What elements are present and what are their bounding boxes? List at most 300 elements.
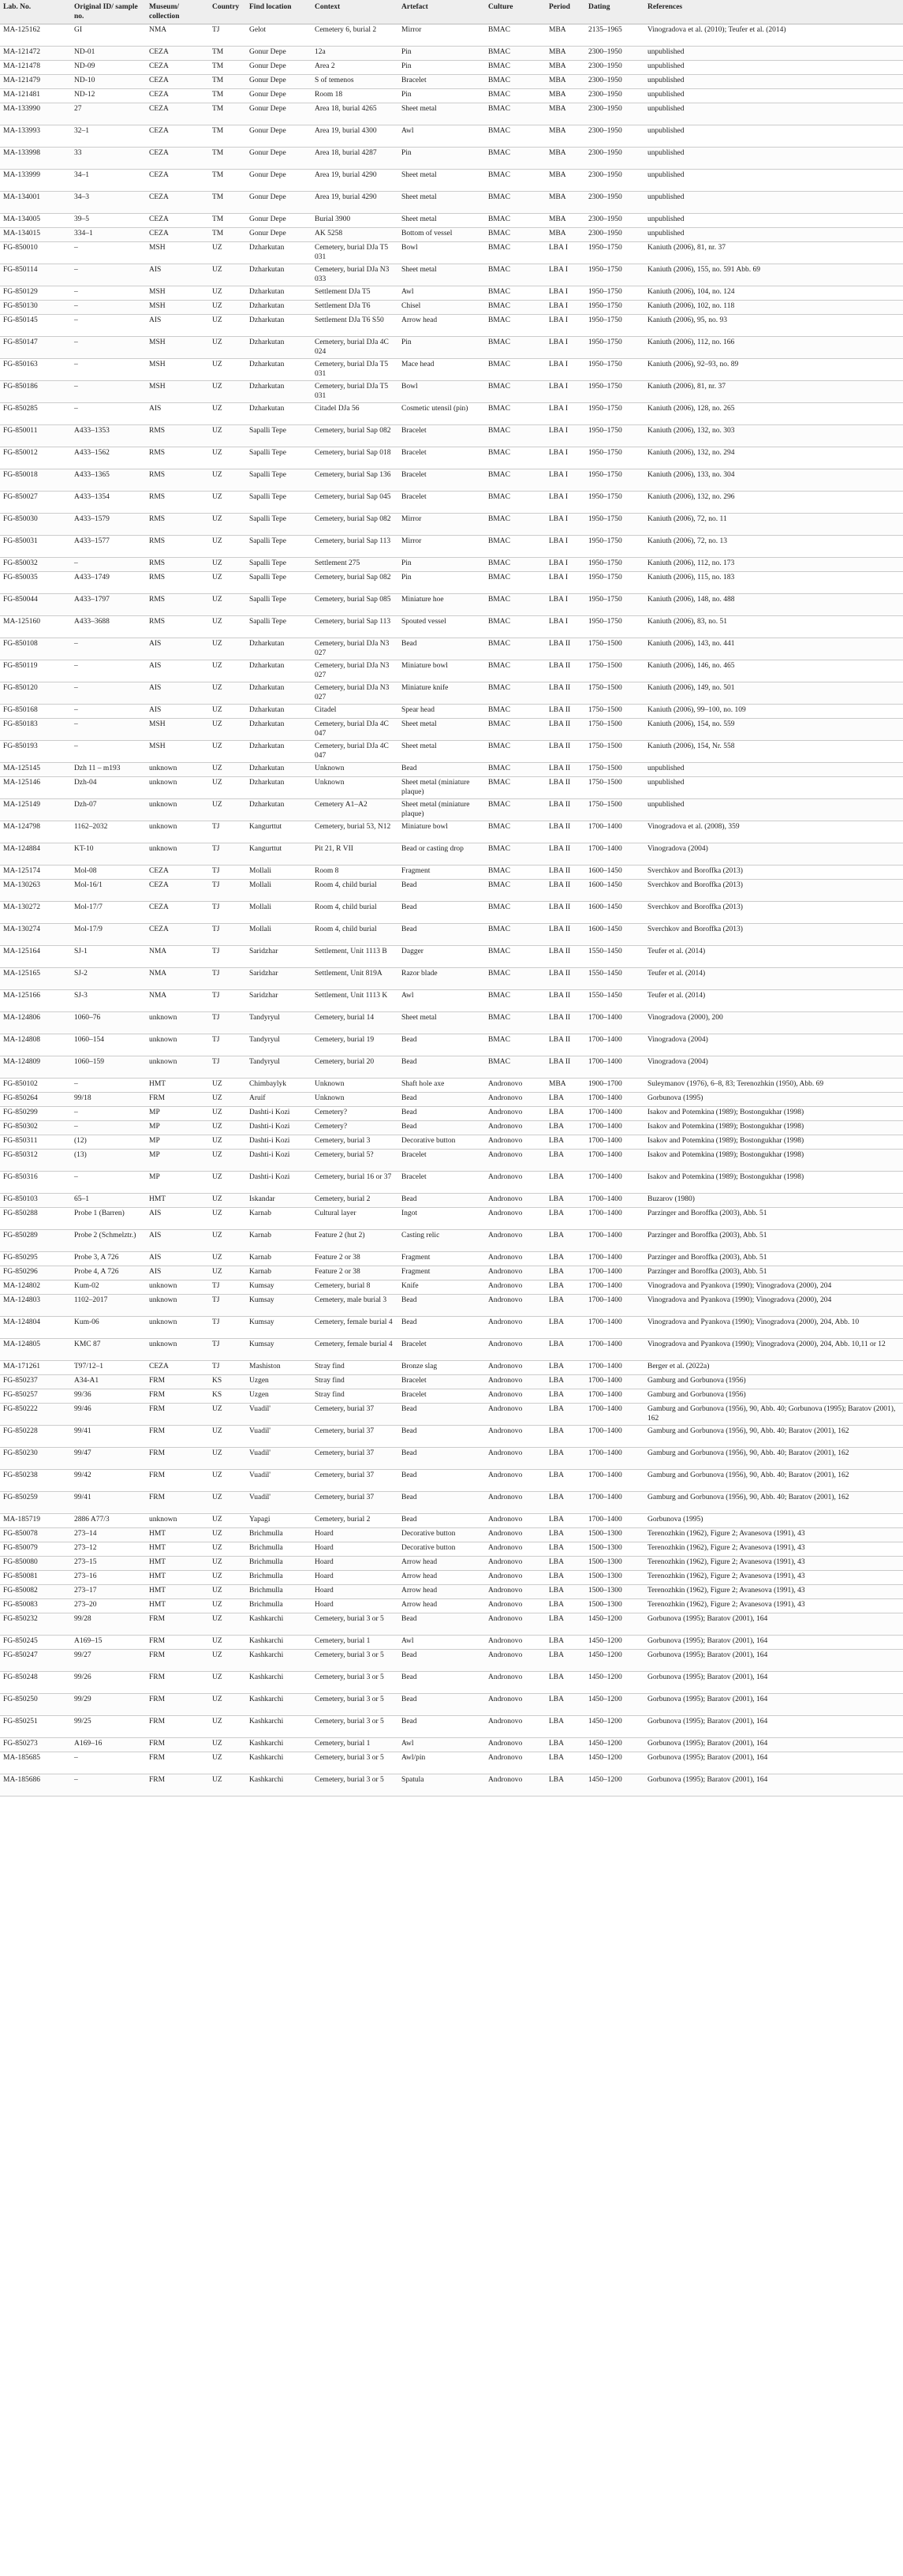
table-cell: ND-01 xyxy=(71,47,146,61)
table-cell: LBA I xyxy=(546,594,585,616)
table-cell: MA-134005 xyxy=(0,214,71,228)
table-cell: Spatula xyxy=(398,1774,485,1796)
table-cell: FG-850078 xyxy=(0,1528,71,1542)
table-cell: UZ xyxy=(209,1079,246,1093)
table-cell: BMAC xyxy=(485,103,546,125)
table-cell: Unknown xyxy=(312,1093,398,1107)
table-row xyxy=(0,1694,903,1716)
table-cell: MSH xyxy=(146,741,209,763)
table-cell: LBA xyxy=(546,1557,585,1571)
table-cell: BMAC xyxy=(485,1056,546,1079)
table-cell: FG-850299 xyxy=(0,1107,71,1121)
table-cell: CEZA xyxy=(146,866,209,880)
table-cell: Vinogradova and Pyankova (1990); Vinogradova (2000), 204 xyxy=(644,1281,903,1295)
table-cell: Kaniuth (2006), 154, no. 559 xyxy=(644,719,903,741)
table-cell: FRM xyxy=(146,1613,209,1636)
table-cell: UZ xyxy=(209,1528,246,1542)
table-cell: Saridzhar xyxy=(246,946,312,968)
table-cell: 1102–2017 xyxy=(71,1295,146,1317)
table-row xyxy=(0,1448,903,1470)
table-row xyxy=(0,1528,903,1542)
table-cell: BMAC xyxy=(485,536,546,558)
table-row xyxy=(0,214,903,228)
table-cell: FG-850222 xyxy=(0,1404,71,1426)
table-cell: Dashti-i Kozi xyxy=(246,1121,312,1135)
table-cell: Cemetery, burial DJa 4C 047 xyxy=(312,741,398,763)
table-cell: MA-171261 xyxy=(0,1361,71,1375)
table-cell: Sheet metal (miniature plaque) xyxy=(398,799,485,821)
table-cell: UZ xyxy=(209,1093,246,1107)
table-cell: TJ xyxy=(209,1317,246,1339)
table-cell: LBA xyxy=(546,1492,585,1514)
table-row xyxy=(0,682,903,705)
table-cell: Hoard xyxy=(312,1585,398,1599)
table-cell: Bead xyxy=(398,763,485,777)
table-cell: unknown xyxy=(146,1056,209,1079)
table-cell: BMAC xyxy=(485,125,546,148)
table-cell: Gamburg and Gorbunova (1956), 90, Abb. 40; Baratov (2001), 162 xyxy=(644,1426,903,1448)
table-row xyxy=(0,192,903,214)
table-cell: Kaniuth (2006), 148, no. 488 xyxy=(644,594,903,616)
table-cell: BMAC xyxy=(485,381,546,403)
table-cell: FG-850289 xyxy=(0,1230,71,1252)
table-cell: Decorative button xyxy=(398,1528,485,1542)
table-cell: Parzinger and Boroffka (2003), Abb. 51 xyxy=(644,1230,903,1252)
table-row xyxy=(0,536,903,558)
table-cell: FG-850285 xyxy=(0,403,71,425)
table-cell: Karnab xyxy=(246,1266,312,1281)
table-cell: 1500–1300 xyxy=(585,1557,644,1571)
table-cell: MA-125160 xyxy=(0,616,71,638)
table-cell: Spouted vessel xyxy=(398,616,485,638)
table-cell: unpublished xyxy=(644,228,903,242)
table-cell: FG-850018 xyxy=(0,469,71,492)
table-cell: AIS xyxy=(146,403,209,425)
table-cell: Bead xyxy=(398,924,485,946)
table-cell: Cemetery, burial 1 xyxy=(312,1636,398,1650)
table-cell: Settlement 275 xyxy=(312,558,398,572)
table-cell: 99/27 xyxy=(71,1650,146,1672)
table-cell: FRM xyxy=(146,1375,209,1389)
table-cell: Andronovo xyxy=(485,1404,546,1426)
table-cell: Probe 4, A 726 xyxy=(71,1266,146,1281)
table-cell: Dzharkutan xyxy=(246,403,312,425)
table-cell: Andronovo xyxy=(485,1252,546,1266)
table-cell: AIS xyxy=(146,1230,209,1252)
table-cell: unknown xyxy=(146,843,209,866)
table-cell: UZ xyxy=(209,1150,246,1172)
table-cell: Andronovo xyxy=(485,1281,546,1295)
table-cell: BMAC xyxy=(485,924,546,946)
table-cell: FG-850102 xyxy=(0,1079,71,1093)
table-cell: BMAC xyxy=(485,214,546,228)
table-cell: Dzharkutan xyxy=(246,286,312,301)
table-cell: Cemetery, burial Sap 082 xyxy=(312,514,398,536)
table-cell: 99/26 xyxy=(71,1672,146,1694)
table-cell: Cemetery? xyxy=(312,1107,398,1121)
table-header xyxy=(0,0,903,24)
table-cell: 33 xyxy=(71,148,146,170)
table-cell: Bracelet xyxy=(398,1375,485,1389)
table-cell: Bracelet xyxy=(398,1150,485,1172)
table-cell: LBA I xyxy=(546,536,585,558)
table-cell: Gorbunova (1995); Baratov (2001), 164 xyxy=(644,1636,903,1650)
table-row xyxy=(0,1056,903,1079)
table-cell: 1700–1400 xyxy=(585,1514,644,1528)
table-cell: unpublished xyxy=(644,61,903,75)
table-cell: 1700–1400 xyxy=(585,1492,644,1514)
table-cell: Bracelet xyxy=(398,1389,485,1404)
table-cell: BMAC xyxy=(485,821,546,843)
table-cell: TJ xyxy=(209,880,246,902)
table-cell: MA-130274 xyxy=(0,924,71,946)
table-cell: CEZA xyxy=(146,148,209,170)
table-cell: 1060–159 xyxy=(71,1056,146,1079)
table-cell: Cemetery, burial DJa 4C 047 xyxy=(312,719,398,741)
table-cell: Andronovo xyxy=(485,1542,546,1557)
table-cell: unpublished xyxy=(644,799,903,821)
table-cell: LBA xyxy=(546,1093,585,1107)
table-cell: – xyxy=(71,301,146,315)
table-row xyxy=(0,1542,903,1557)
table-cell: unknown xyxy=(146,1514,209,1528)
table-cell: FG-850120 xyxy=(0,682,71,705)
table-cell: Vuadil' xyxy=(246,1470,312,1492)
table-cell: Bead xyxy=(398,1716,485,1738)
table-cell: CEZA xyxy=(146,192,209,214)
table-cell: TM xyxy=(209,125,246,148)
table-cell: FRM xyxy=(146,1389,209,1404)
table-cell: Brichmulla xyxy=(246,1599,312,1613)
table-cell: LBA I xyxy=(546,359,585,381)
table-cell: Feature 2 or 38 xyxy=(312,1266,398,1281)
table-cell: FG-850311 xyxy=(0,1135,71,1150)
table-cell: Parzinger and Boroffka (2003), Abb. 51 xyxy=(644,1252,903,1266)
table-cell: Andronovo xyxy=(485,1571,546,1585)
table-cell: Bead xyxy=(398,880,485,902)
table-cell: Bowl xyxy=(398,242,485,264)
table-cell: Stray find xyxy=(312,1361,398,1375)
table-cell: Cemetery, burial 3 or 5 xyxy=(312,1613,398,1636)
table-row xyxy=(0,1738,903,1752)
table-cell: Kaniuth (2006), 132, no. 303 xyxy=(644,425,903,447)
table-cell: FG-850114 xyxy=(0,264,71,286)
table-row xyxy=(0,572,903,594)
table-cell: UZ xyxy=(209,286,246,301)
table-cell: Bead xyxy=(398,1613,485,1636)
table-cell: Sapalli Tepe xyxy=(246,514,312,536)
table-cell: 273–16 xyxy=(71,1571,146,1585)
table-cell: CEZA xyxy=(146,880,209,902)
table-cell: MA-125146 xyxy=(0,777,71,799)
table-cell: Cemetery, burial 3 or 5 xyxy=(312,1694,398,1716)
table-cell: MBA xyxy=(546,75,585,89)
table-cell: BMAC xyxy=(485,866,546,880)
table-cell: UZ xyxy=(209,1266,246,1281)
table-cell: Vinogradova et al. (2008), 359 xyxy=(644,821,903,843)
table-cell: Kaniuth (2006), 112, no. 173 xyxy=(644,558,903,572)
table-cell: Probe 1 (Barren) xyxy=(71,1208,146,1230)
table-cell: FG-850103 xyxy=(0,1194,71,1208)
table-cell: Andronovo xyxy=(485,1672,546,1694)
table-row xyxy=(0,1281,903,1295)
table-cell: Sapalli Tepe xyxy=(246,492,312,514)
table-cell: – xyxy=(71,242,146,264)
table-cell: Cultural layer xyxy=(312,1208,398,1230)
table-cell: Vuadil' xyxy=(246,1404,312,1426)
table-cell: Andronovo xyxy=(485,1774,546,1796)
table-cell: UZ xyxy=(209,1470,246,1492)
table-cell: Gonur Depe xyxy=(246,214,312,228)
table-cell: Kaniuth (2006), 149, no. 501 xyxy=(644,682,903,705)
table-cell: Spear head xyxy=(398,705,485,719)
table-cell: A433–1353 xyxy=(71,425,146,447)
table-cell: Teufer et al. (2014) xyxy=(644,968,903,990)
table-cell: Cemetery, burial DJa N3 033 xyxy=(312,264,398,286)
table-cell: MA-133993 xyxy=(0,125,71,148)
table-cell: 1950–1750 xyxy=(585,572,644,594)
table-cell: Gorbunova (1995); Baratov (2001), 164 xyxy=(644,1738,903,1752)
table-cell: Brichmulla xyxy=(246,1528,312,1542)
table-cell: TJ xyxy=(209,1034,246,1056)
table-cell: UZ xyxy=(209,242,246,264)
table-cell: LBA I xyxy=(546,403,585,425)
table-cell: Hoard xyxy=(312,1571,398,1585)
table-cell: Dzharkutan xyxy=(246,660,312,682)
table-cell: FG-850247 xyxy=(0,1650,71,1672)
table-row xyxy=(0,1672,903,1694)
table-cell: Andronovo xyxy=(485,1514,546,1528)
table-row xyxy=(0,799,903,821)
table-cell: Brichmulla xyxy=(246,1571,312,1585)
table-cell: TM xyxy=(209,61,246,75)
table-cell: FRM xyxy=(146,1650,209,1672)
table-cell: Dzharkutan xyxy=(246,763,312,777)
table-cell: Awl xyxy=(398,1636,485,1650)
table-cell: Feature 2 or 38 xyxy=(312,1252,398,1266)
table-cell: 1950–1750 xyxy=(585,616,644,638)
table-cell: RMS xyxy=(146,492,209,514)
table-cell: 1700–1400 xyxy=(585,1470,644,1492)
table-cell: FG-850010 xyxy=(0,242,71,264)
table-row xyxy=(0,286,903,301)
table-cell: FG-850108 xyxy=(0,638,71,660)
table-cell: LBA II xyxy=(546,705,585,719)
table-cell: MA-125166 xyxy=(0,990,71,1012)
table-cell: Gamburg and Gorbunova (1956), 90, Abb. 40; Baratov (2001), 162 xyxy=(644,1470,903,1492)
table-cell: LBA xyxy=(546,1650,585,1672)
table-cell: MBA xyxy=(546,1079,585,1093)
table-cell: – xyxy=(71,1121,146,1135)
table-cell: TM xyxy=(209,228,246,242)
table-cell: unpublished xyxy=(644,148,903,170)
table-cell: Kashkarchi xyxy=(246,1752,312,1774)
table-cell: Kaniuth (2006), 132, no. 294 xyxy=(644,447,903,469)
table-cell: Pin xyxy=(398,572,485,594)
table-cell: TM xyxy=(209,103,246,125)
table-cell: Cemetery, female burial 4 xyxy=(312,1317,398,1339)
table-cell: FRM xyxy=(146,1093,209,1107)
table-cell: Cemetery, burial DJa N3 027 xyxy=(312,638,398,660)
table-cell: Bowl xyxy=(398,381,485,403)
table-cell: 1950–1750 xyxy=(585,403,644,425)
table-cell: 1600–1450 xyxy=(585,880,644,902)
table-cell: 99/25 xyxy=(71,1716,146,1738)
table-cell: MA-121478 xyxy=(0,61,71,75)
table-cell: UZ xyxy=(209,1448,246,1470)
table-cell: Isakov and Potemkina (1989); Bostongukhar (1998) xyxy=(644,1121,903,1135)
table-cell: Kaniuth (2006), 133, no. 304 xyxy=(644,469,903,492)
table-cell: Karnab xyxy=(246,1230,312,1252)
table-cell: Cemetery, burial 3 xyxy=(312,1135,398,1150)
table-cell: Dzharkutan xyxy=(246,337,312,359)
table-cell: Bead xyxy=(398,1694,485,1716)
table-cell: TJ xyxy=(209,1281,246,1295)
table-cell: unknown xyxy=(146,777,209,799)
table-cell: Kashkarchi xyxy=(246,1694,312,1716)
table-cell: Mollali xyxy=(246,902,312,924)
table-cell: Cemetery, burial 53, N12 xyxy=(312,821,398,843)
table-cell: LBA xyxy=(546,1599,585,1613)
table-cell: 1950–1750 xyxy=(585,536,644,558)
table-cell: 99/41 xyxy=(71,1426,146,1448)
table-cell: FRM xyxy=(146,1738,209,1752)
table-cell: Sverchkov and Boroffka (2013) xyxy=(644,880,903,902)
table-cell: LBA xyxy=(546,1404,585,1426)
table-cell: Cemetery, burial 37 xyxy=(312,1404,398,1426)
table-cell: 1700–1400 xyxy=(585,1150,644,1172)
table-cell: 1700–1400 xyxy=(585,1034,644,1056)
table-cell: MA-134001 xyxy=(0,192,71,214)
table-cell: FG-850302 xyxy=(0,1121,71,1135)
table-cell: BMAC xyxy=(485,425,546,447)
table-cell: 2135–1965 xyxy=(585,24,644,47)
table-cell: UZ xyxy=(209,1716,246,1738)
table-cell: Bead xyxy=(398,1492,485,1514)
table-cell: Dzharkutan xyxy=(246,777,312,799)
table-cell: Kaniuth (2006), 115, no. 183 xyxy=(644,572,903,594)
table-row xyxy=(0,301,903,315)
table-cell: 1750–1500 xyxy=(585,763,644,777)
table-cell: Kaniuth (2006), 92–93, no. 89 xyxy=(644,359,903,381)
table-cell: Bead xyxy=(398,1034,485,1056)
table-cell: Kaniuth (2006), 99–100, no. 109 xyxy=(644,705,903,719)
table-cell: FG-850186 xyxy=(0,381,71,403)
table-cell: unknown xyxy=(146,1317,209,1339)
table-cell: FG-850248 xyxy=(0,1672,71,1694)
table-row xyxy=(0,1150,903,1172)
table-cell: Pin xyxy=(398,61,485,75)
table-row xyxy=(0,1470,903,1492)
table-cell: 1600–1450 xyxy=(585,902,644,924)
table-cell: UZ xyxy=(209,705,246,719)
table-cell: KS xyxy=(209,1389,246,1404)
table-cell: TJ xyxy=(209,1056,246,1079)
table-cell: MA-124798 xyxy=(0,821,71,843)
table-row xyxy=(0,741,903,763)
table-cell: Gorbunova (1995) xyxy=(644,1514,903,1528)
table-cell: BMAC xyxy=(485,682,546,705)
table-cell: Kashkarchi xyxy=(246,1672,312,1694)
table-cell: UZ xyxy=(209,1694,246,1716)
table-cell: BMAC xyxy=(485,902,546,924)
table-cell: 2300–1950 xyxy=(585,214,644,228)
table-cell: FG-850032 xyxy=(0,558,71,572)
table-cell: UZ xyxy=(209,1774,246,1796)
table-cell: BMAC xyxy=(485,705,546,719)
table-row xyxy=(0,1752,903,1774)
table-cell: BMAC xyxy=(485,572,546,594)
table-cell: Sapalli Tepe xyxy=(246,594,312,616)
table-row xyxy=(0,1716,903,1738)
table-cell: Mol-08 xyxy=(71,866,146,880)
table-cell: unknown xyxy=(146,1034,209,1056)
table-cell: – xyxy=(71,286,146,301)
table-cell: Dzh-07 xyxy=(71,799,146,821)
table-cell: BMAC xyxy=(485,946,546,968)
table-cell: FG-850130 xyxy=(0,301,71,315)
table-cell: LBA I xyxy=(546,558,585,572)
table-cell: NMA xyxy=(146,968,209,990)
table-cell: Vuadil' xyxy=(246,1426,312,1448)
table-cell: TJ xyxy=(209,1012,246,1034)
table-cell: Sheet metal xyxy=(398,214,485,228)
table-cell: 1500–1300 xyxy=(585,1542,644,1557)
table-cell: 2886 A77/3 xyxy=(71,1514,146,1528)
table-cell: BMAC xyxy=(485,558,546,572)
table-cell: Cemetery, burial Sap 082 xyxy=(312,425,398,447)
table-cell: TJ xyxy=(209,924,246,946)
table-cell: Room 8 xyxy=(312,866,398,880)
table-cell: BMAC xyxy=(485,170,546,192)
table-cell: BMAC xyxy=(485,286,546,301)
table-cell: Gorbunova (1995); Baratov (2001), 164 xyxy=(644,1613,903,1636)
table-cell: 1700–1400 xyxy=(585,1252,644,1266)
table-cell: Vinogradova and Pyankova (1990); Vinogradova (2000), 204, Abb. 10 xyxy=(644,1317,903,1339)
table-cell: Vinogradova (2004) xyxy=(644,1034,903,1056)
table-cell: Unknown xyxy=(312,777,398,799)
table-cell: LBA I xyxy=(546,315,585,337)
table-cell: Brichmulla xyxy=(246,1542,312,1557)
table-cell: Burial 3900 xyxy=(312,214,398,228)
column-header: Period xyxy=(546,0,585,24)
table-cell: Pin xyxy=(398,89,485,103)
table-cell: Dzh 11 – m193 xyxy=(71,763,146,777)
table-cell: ND-10 xyxy=(71,75,146,89)
table-cell: Area 2 xyxy=(312,61,398,75)
table-cell: FG-850147 xyxy=(0,337,71,359)
table-row xyxy=(0,1012,903,1034)
table-cell: Awl xyxy=(398,990,485,1012)
table-cell: LBA xyxy=(546,1694,585,1716)
table-cell: MP xyxy=(146,1107,209,1121)
table-cell: MBA xyxy=(546,148,585,170)
table-row xyxy=(0,1599,903,1613)
table-row xyxy=(0,125,903,148)
table-cell: ND-09 xyxy=(71,61,146,75)
table-cell: UZ xyxy=(209,1107,246,1121)
table-cell: Cemetery, burial 2 xyxy=(312,1194,398,1208)
table-row xyxy=(0,902,903,924)
table-cell: Sapalli Tepe xyxy=(246,558,312,572)
table-row xyxy=(0,1266,903,1281)
table-cell: Gorbunova (1995); Baratov (2001), 164 xyxy=(644,1672,903,1694)
table-cell: – xyxy=(71,264,146,286)
table-cell: BMAC xyxy=(485,61,546,75)
table-cell: 1700–1400 xyxy=(585,1317,644,1339)
table-cell: KT-10 xyxy=(71,843,146,866)
table-cell: Settlement, Unit 1113 B xyxy=(312,946,398,968)
